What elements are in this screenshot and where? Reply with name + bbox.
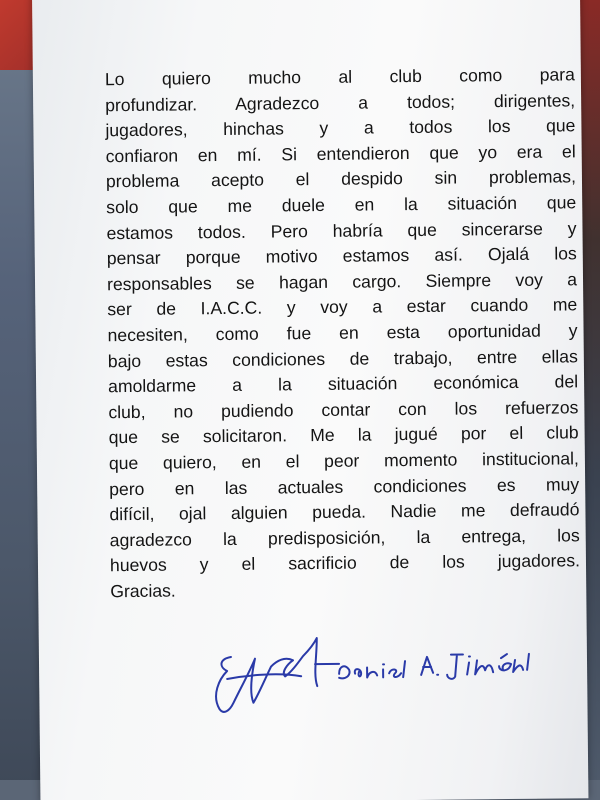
letter-line: agradezco la predisposición, la entrega, los (109, 524, 580, 550)
letter-text (105, 62, 581, 604)
letter-line: Lo quiero mucho al club como para (104, 64, 575, 90)
letter-line: responsables se hagan cargo. Siempre voy a (106, 269, 578, 294)
letter-line: jugadores, hinchas y a todos los que (105, 115, 576, 141)
letter-line: difícil, ojal alguien pueda. Nadie me defraudó (109, 499, 580, 525)
signature-middle-initial (421, 657, 438, 675)
letter-line: amoldarme a la situación económica del (108, 371, 579, 397)
letter-line: que se solicitaron. Me la jugué por el club (108, 422, 579, 448)
letter-line: solo que me duele en la situación que (106, 192, 577, 218)
letter-line: necesiten, como fue en esta oportunidad y (107, 320, 578, 346)
signature-first-name (339, 661, 405, 678)
letter-line: pero en las actuales condiciones es muy (109, 473, 580, 499)
letter-line: que quiero, en el peor momento institucional, (108, 448, 579, 474)
signature-underline (227, 674, 301, 679)
letter-line: ser de I.A.C.C. y voy a estar cuando me (107, 294, 578, 320)
paper-sheet (32, 0, 588, 800)
letter-line: estamos todos. Pero habría que sincerarse y (106, 217, 577, 243)
letter-line: profundizar. Agradezco a todos; dirigentes, (105, 89, 576, 115)
handwritten-signature (189, 614, 550, 728)
letter-line: problema acepto el despido sin problemas, (105, 166, 577, 192)
letter-line: Gracias. (110, 580, 176, 602)
letter-line: bajo estas condiciones de trabajo, entre ellas (107, 345, 578, 371)
signature-drawing (189, 614, 550, 728)
letter-line: confiaron en mí. Si entendieron que yo era el (105, 141, 576, 167)
letter-line: club, no pudiendo contar con los refuerzos (108, 397, 579, 422)
letter-line: huevos y el sacrificio de los jugadores. (109, 550, 581, 576)
letter-line: pensar porque motivo estamos así. Ojalá los (106, 243, 577, 269)
signature-last-name (447, 654, 529, 679)
